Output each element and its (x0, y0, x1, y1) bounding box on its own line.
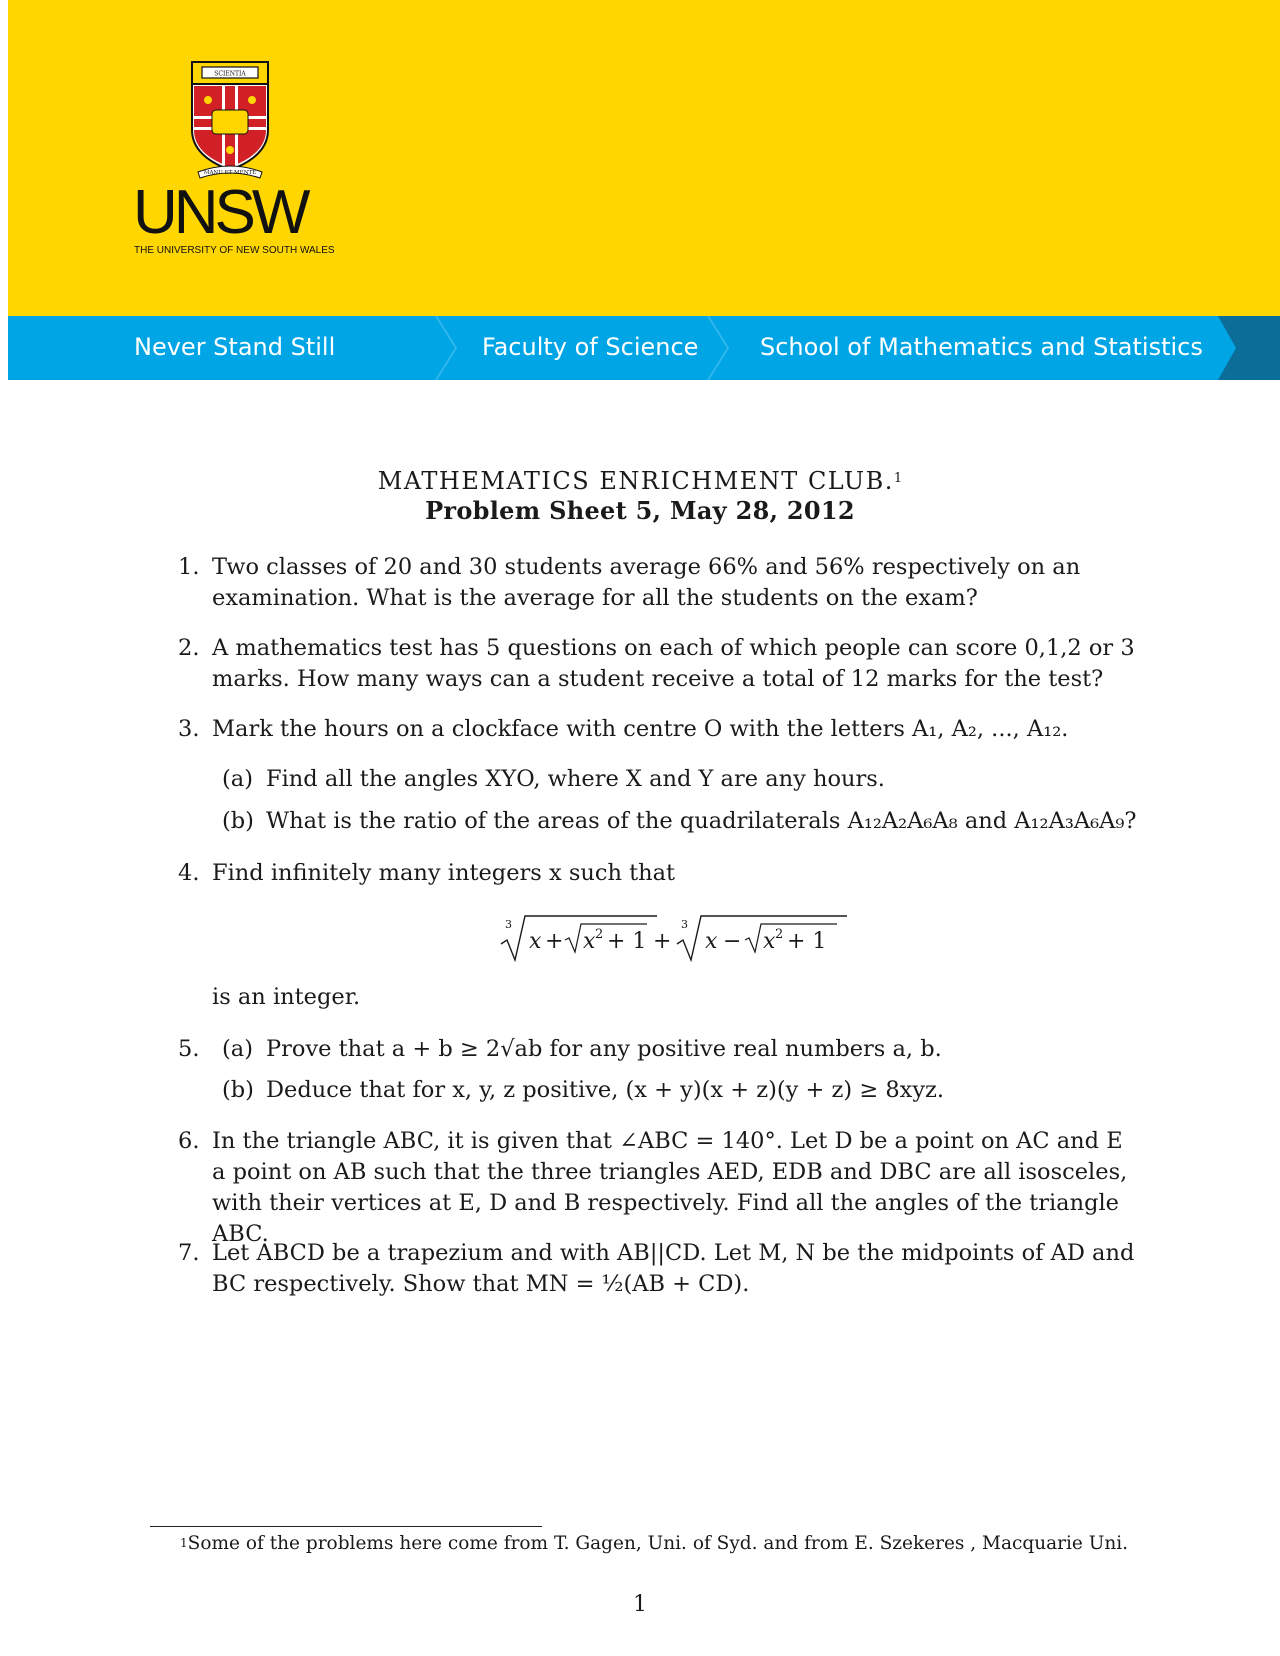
footnote-mark: 1 (180, 1536, 188, 1550)
problem-text: Two classes of 20 and 30 students average 66% and 56% respectively on an examination. What is the average for all the students on the exam? (212, 554, 1081, 611)
problem-number: 3. (178, 716, 200, 742)
footnote-text: Some of the problems here come from T. Gagen, Uni. of Syd. and from E. Szekeres , Macquarie Uni. (187, 1533, 1129, 1554)
svg-text:x: x (705, 929, 718, 954)
svg-text:+ 1: + 1 (607, 929, 647, 954)
svg-text:x: x (763, 929, 776, 954)
part-text: Find all the angles XYO, where X and Y are any hours. (266, 766, 885, 792)
footnote-rule (150, 1526, 542, 1527)
banner (8, 316, 1280, 380)
problem-5a (222, 1034, 942, 1065)
part-label: (b) (222, 808, 254, 834)
page-title (0, 466, 1280, 496)
svg-text:2: 2 (775, 927, 784, 942)
part-label: (a) (222, 766, 253, 792)
svg-text:+: + (653, 929, 672, 954)
svg-text:3: 3 (505, 918, 512, 931)
problem-number: 5. (178, 1036, 200, 1062)
unsw-crest-logo (190, 60, 270, 180)
part-label: (b) (222, 1077, 254, 1103)
title-line-1: MATHEMATICS ENRICHMENT CLUB. (377, 467, 894, 495)
unsw-subtitle: THE UNIVERSITY OF NEW SOUTH WALES (134, 245, 335, 256)
problem-number: 4. (178, 860, 200, 886)
page-number: 1 (633, 1592, 647, 1617)
problem-text: Mark the hours on a clockface with centre O with the letters A₁, A₂, ..., A₁₂. (212, 716, 1069, 742)
svg-text:MANU ET MENTE: MANU ET MENTE (203, 170, 257, 176)
part-text: Deduce that for x, y, z positive, (x + y)(x + z)(y + z) ≥ 8xyz. (266, 1077, 945, 1103)
part-text: What is the ratio of the areas of the quadrilaterals A₁₂A₂A₆A₈ and A₁₂A₃A₆A₉? (266, 808, 1137, 834)
problem-text: is an integer. (212, 984, 361, 1010)
svg-text:x: x (529, 929, 542, 954)
problem-number: 7. (178, 1240, 200, 1266)
part-text: Prove that a + b ≥ 2√ab for any positive real numbers a, b. (266, 1036, 942, 1062)
part-label: (a) (222, 1036, 253, 1062)
problem-number: 2. (178, 635, 200, 661)
svg-text:SCIENTIA: SCIENTIA (214, 70, 246, 78)
cube-root-formula (497, 910, 857, 962)
banner-faculty-of-science: Faculty of Science (482, 333, 699, 361)
svg-text:2: 2 (595, 927, 604, 942)
footnote (180, 1532, 1128, 1556)
problem-text: A mathematics test has 5 questions on each of which people can score 0,1,2 or 3 marks. How many ways can a student receive a total of 12 marks for the test? (212, 635, 1135, 692)
problem-text: Find infinitely many integers x such that (212, 860, 676, 886)
svg-text:+: + (545, 929, 564, 954)
page-subtitle: Problem Sheet 5, May 28, 2012 (425, 496, 855, 525)
problem-text: In the triangle ABC, it is given that ∠ABC = 140°. Let D be a point on AC and E a point on AB such that the three triangles AED, EDB and DBC are all isosceles, with their vertices at E, D and B respectively. Find all the angles of the triangle ABC. (212, 1128, 1128, 1247)
svg-text:−: − (723, 929, 742, 954)
svg-text:3: 3 (681, 918, 688, 931)
problem-text: Let ABCD be a trapezium and with AB||CD. Let M, N be the midpoints of AD and BC respectively. Show that MN = ½(AB + CD). (212, 1240, 1135, 1297)
title-footnote-mark: 1 (893, 471, 903, 486)
svg-text:+ 1: + 1 (787, 929, 827, 954)
unsw-wordmark: UNSW (133, 178, 307, 247)
problem-3b (222, 806, 1136, 837)
banner-never-stand-still: Never Stand Still (134, 333, 336, 361)
problem-number: 1. (178, 554, 200, 580)
problem-5b (222, 1075, 944, 1106)
banner-school-of-maths: School of Mathematics and Statistics (760, 333, 1203, 361)
problem-number: 6. (178, 1128, 200, 1154)
svg-text:x: x (583, 929, 596, 954)
problem-3a (222, 764, 885, 795)
